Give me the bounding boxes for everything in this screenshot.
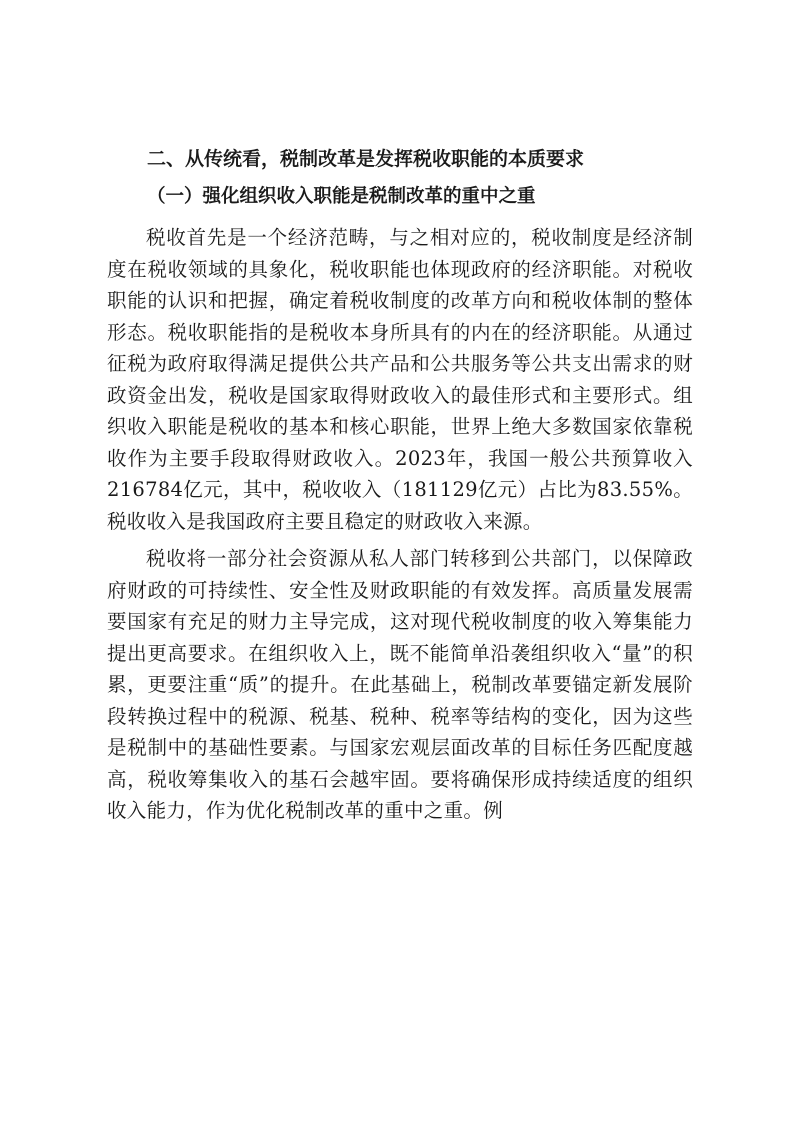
document-body xyxy=(107,140,693,833)
paragraph-2: 税收将一部分社会资源从私人部门转移到公共部门，以保障政府财政的可持续性、安全性及财政职能的有效发挥。高质量发展需要国家有充足的财力主导完成，这对现代税收制度的收入筹集能力提出更高要求。在组织收入上，既不能简单沿袭组织收入“量”的积累，更要注重“质”的提升。在此基础上，税制改革要锚定新发展阶段转换过程中的税源、税基、税种、税率等结构的变化，因为这些是税制中的基础性要素。与国家宏观层面改革的目标任务匹配度越高，税收筹集收入的基石会越牢固。要将确保形成持续适度的组织收入能力，作为优化税制改革的重中之重。例 xyxy=(107,547,693,822)
section-heading: 二、从传统看，税制改革是发挥税收职能的本质要求 xyxy=(147,148,585,170)
subsection-heading: （一）强化组织收入职能是税制改革的重中之重 xyxy=(147,186,536,207)
paragraph-1: 税收首先是一个经济范畴，与之相对应的，税收制度是经济制度在税收领域的具象化，税收职能也体现政府的经济职能。对税收职能的认识和把握，确定着税收制度的改革方向和税收体制的整体形态。税收职能指的是税收本身所具有的内在的经济职能。从通过征税为政府取得满足提供公共产品和公共服务等公共支出需求的财政资金出发，税收是国家取得财政收入的最佳形式和主要形式。组织收入职能是税收的基本和核心职能，世界上绝大多数国家依靠税收作为主要手段取得财政收入。2023年，我国一般公共预算收入216784亿元，其中，税收收入（181129亿元）占比为83.55%。税收收入是我国政府主要且稳定的财政收入来源。 xyxy=(107,226,693,533)
